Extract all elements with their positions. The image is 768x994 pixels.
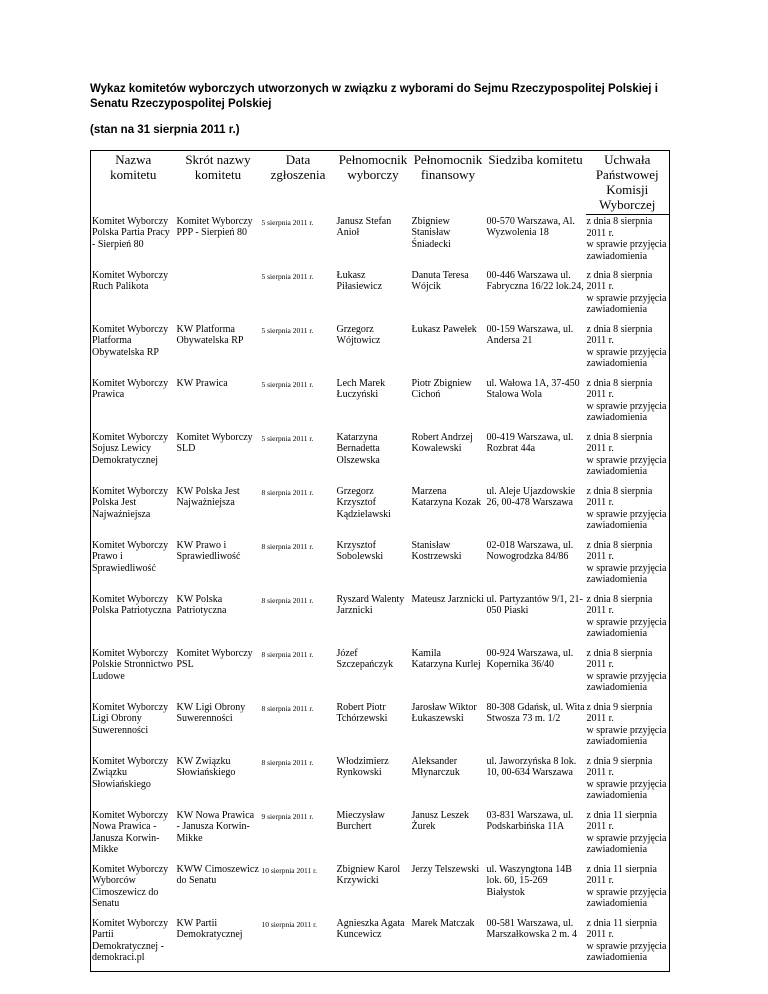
cell-pelnomocnik-finansowy: Jarosław Wiktor Łukaszewski bbox=[411, 701, 477, 724]
column-header-skrot: Skrót nazwy komitetu bbox=[176, 151, 261, 215]
cell-skrot: Komitet Wyborczy PSL bbox=[176, 647, 253, 670]
cell-skrot bbox=[176, 269, 261, 323]
cell-pelnomocnik-wyborczy: Agnieszka Agata Kuncewicz bbox=[336, 917, 411, 972]
cell-pelnomocnik-finansowy: Robert Andrzej Kowalewski bbox=[411, 431, 473, 454]
table-header-row bbox=[91, 151, 670, 215]
table-row bbox=[91, 809, 670, 863]
cell-uchwala: z dnia 11 sierpnia 2011 r. w sprawie przyjęcia zawiadomienia bbox=[586, 917, 670, 972]
cell-pelnomocnik-wyborczy: Józef Szczepańczyk bbox=[336, 647, 394, 670]
table-row bbox=[91, 647, 670, 701]
cell-uchwala: z dnia 11 sierpnia 2011 r. w sprawie przyjęcia zawiadomienia bbox=[586, 809, 670, 863]
cell-nazwa: Komitet Wyborczy Polska Jest Najważniejsza bbox=[91, 485, 176, 539]
column-header-pelnomocnik-wyborczy: Pełnomocnik wyborczy bbox=[336, 151, 411, 215]
cell-pelnomocnik-finansowy: Kamila Katarzyna Kurlej bbox=[411, 647, 481, 670]
cell-pelnomocnik-finansowy: Aleksander Młynarczuk bbox=[411, 755, 460, 778]
table-row bbox=[91, 701, 670, 755]
cell-nazwa: Komitet Wyborczy Związku Słowiańskiego bbox=[91, 755, 176, 809]
cell-data-zgloszenia: 10 sierpnia 2011 r. bbox=[261, 865, 318, 875]
cell-pelnomocnik-wyborczy: Zbigniew Karol Krzywicki bbox=[336, 863, 401, 886]
cell-data-zgloszenia: 5 sierpnia 2011 r. bbox=[261, 271, 314, 281]
cell-skrot: KW Nowa Prawica - Janusza Korwin-Mikke bbox=[176, 809, 255, 844]
cell-data-zgloszenia: 8 sierpnia 2011 r. bbox=[261, 703, 314, 713]
cell-data-zgloszenia: 9 sierpnia 2011 r. bbox=[261, 811, 314, 821]
cell-nazwa: Komitet Wyborczy Polska Patriotyczna bbox=[91, 593, 176, 647]
cell-pelnomocnik-finansowy: Mateusz Jarznicki bbox=[411, 593, 484, 605]
cell-siedziba: 02-018 Warszawa, ul. Nowogrodzka 84/86 bbox=[486, 539, 574, 562]
cell-pelnomocnik-wyborczy: Janusz Stefan Anioł bbox=[336, 215, 392, 238]
cell-siedziba: ul. Wałowa 1A, 37-450 Stalowa Wola bbox=[486, 377, 580, 400]
cell-pelnomocnik-wyborczy: Łukasz Piłasiewicz bbox=[336, 269, 383, 292]
cell-data-zgloszenia: 8 sierpnia 2011 r. bbox=[261, 487, 314, 497]
cell-skrot: KW Partii Demokratycznej bbox=[176, 917, 261, 972]
cell-pelnomocnik-finansowy: Danuta Teresa Wójcik bbox=[411, 269, 469, 292]
document-title: Wykaz komitetów wyborczych utworzonych w związku z wyborami do Sejmu Rzeczypospolitej Polskiej i Senatu Rzeczypospolitej Polskiej bbox=[90, 83, 658, 110]
cell-uchwala: z dnia 8 sierpnia 2011 r. w sprawie przyjęcia zawiadomienia bbox=[586, 647, 670, 701]
cell-data-zgloszenia: 8 sierpnia 2011 r. bbox=[261, 757, 314, 767]
cell-uchwala: z dnia 8 sierpnia 2011 r. w sprawie przyjęcia zawiadomienia bbox=[586, 485, 670, 539]
table-row bbox=[91, 377, 670, 431]
committees-table bbox=[90, 150, 670, 972]
cell-nazwa: Komitet Wyborczy Sojusz Lewicy Demokratycznej bbox=[91, 431, 176, 485]
cell-siedziba: ul. Aleje Ujazdowskie 26, 00-478 Warszawa bbox=[486, 485, 576, 508]
cell-pelnomocnik-wyborczy: Grzegorz Krzysztof Kądzielawski bbox=[336, 485, 391, 520]
cell-data-zgloszenia: 8 sierpnia 2011 r. bbox=[261, 541, 314, 551]
cell-pelnomocnik-wyborczy: Robert Piotr Tchórzewski bbox=[336, 701, 388, 724]
cell-siedziba: 03-831 Warszawa, ul. Podskarbińska 11A bbox=[486, 809, 574, 832]
cell-uchwala: z dnia 8 sierpnia 2011 r. w sprawie przyjęcia zawiadomienia bbox=[586, 431, 670, 485]
table-row bbox=[91, 593, 670, 647]
cell-pelnomocnik-finansowy: Jerzy Telszewski bbox=[411, 863, 480, 875]
cell-siedziba: ul. Partyzantów 9/1, 21-050 Piaski bbox=[486, 593, 583, 616]
cell-uchwala: z dnia 8 sierpnia 2011 r. w sprawie przyjęcia zawiadomienia bbox=[586, 215, 670, 269]
cell-nazwa: Komitet Wyborczy Ligi Obrony Suwerenności bbox=[91, 701, 176, 755]
cell-nazwa: Komitet Wyborczy Ruch Palikota bbox=[91, 269, 176, 323]
cell-siedziba: 00-159 Warszawa, ul. Andersa 21 bbox=[486, 323, 574, 346]
cell-pelnomocnik-finansowy: Marzena Katarzyna Kozak bbox=[411, 485, 482, 508]
cell-skrot: KW Ligi Obrony Suwerenności bbox=[176, 701, 246, 724]
cell-data-zgloszenia: 8 sierpnia 2011 r. bbox=[261, 649, 314, 659]
cell-data-zgloszenia: 10 sierpnia 2011 r. bbox=[261, 917, 336, 972]
cell-uchwala: z dnia 9 sierpnia 2011 r. w sprawie przyjęcia zawiadomienia bbox=[586, 701, 670, 755]
cell-pelnomocnik-wyborczy: Mieczysław Burchert bbox=[336, 809, 385, 832]
cell-skrot: KWW Cimoszewicz do Senatu bbox=[176, 863, 259, 886]
column-header-data: Data zgłoszenia bbox=[261, 151, 336, 215]
cell-uchwala: z dnia 8 sierpnia 2011 r. w sprawie przyjęcia zawiadomienia bbox=[586, 323, 670, 377]
table-row bbox=[91, 269, 670, 323]
cell-siedziba: ul. Jaworzyńska 8 lok. 10, 00-634 Warszawa bbox=[486, 755, 577, 778]
cell-siedziba: 00-924 Warszawa, ul. Kopernika 36/40 bbox=[486, 647, 574, 670]
cell-skrot: KW Polska Jest Najważniejsza bbox=[176, 485, 240, 508]
cell-uchwala: z dnia 11 sierpnia 2011 r. w sprawie przyjęcia zawiadomienia bbox=[586, 863, 670, 917]
table-row bbox=[91, 323, 670, 377]
cell-pelnomocnik-wyborczy: Krzysztof Sobolewski bbox=[336, 539, 384, 562]
table-row bbox=[91, 863, 670, 917]
cell-skrot: KW Prawica bbox=[176, 377, 228, 389]
cell-pelnomocnik-wyborczy: Włodzimierz Rynkowski bbox=[336, 755, 389, 778]
cell-pelnomocnik-finansowy: Zbigniew Stanisław Śniadecki bbox=[411, 215, 451, 250]
cell-skrot: KW Polska Patriotyczna bbox=[176, 593, 227, 616]
table-row bbox=[91, 755, 670, 809]
cell-nazwa: Komitet Wyborczy Partii Demokratycznej - demokraci.pl bbox=[91, 917, 176, 972]
cell-nazwa: Komitet Wyborczy Prawica bbox=[91, 377, 176, 431]
cell-pelnomocnik-finansowy: Marek Matczak bbox=[411, 917, 486, 972]
cell-pelnomocnik-wyborczy: Katarzyna Bernadetta Olszewska bbox=[336, 431, 380, 466]
table-row bbox=[91, 431, 670, 485]
cell-pelnomocnik-finansowy: Janusz Leszek Żurek bbox=[411, 809, 469, 832]
cell-nazwa: Komitet Wyborczy Prawo i Sprawiedliwość bbox=[91, 539, 176, 593]
cell-nazwa: Komitet Wyborczy Wyborców Cimoszewicz do Senatu bbox=[91, 863, 176, 917]
cell-data-zgloszenia: 5 sierpnia 2011 r. bbox=[261, 217, 314, 227]
cell-data-zgloszenia: 5 sierpnia 2011 r. bbox=[261, 379, 314, 389]
cell-nazwa: Komitet Wyborczy Polska Partia Pracy - Sierpień 80 bbox=[91, 215, 176, 269]
cell-pelnomocnik-wyborczy: Lech Marek Łuczyński bbox=[336, 377, 386, 400]
column-header-pelnomocnik-finansowy: Pełnomocnik finansowy bbox=[411, 151, 486, 215]
cell-data-zgloszenia: 5 sierpnia 2011 r. bbox=[261, 325, 314, 335]
table-row bbox=[91, 539, 670, 593]
cell-pelnomocnik-finansowy: Piotr Zbigniew Cichoń bbox=[411, 377, 472, 400]
table-row bbox=[91, 485, 670, 539]
cell-data-zgloszenia: 8 sierpnia 2011 r. bbox=[261, 595, 314, 605]
cell-uchwala: z dnia 8 sierpnia 2011 r. w sprawie przyjęcia zawiadomienia bbox=[586, 593, 670, 647]
cell-pelnomocnik-finansowy: Stanisław Kostrzewski bbox=[411, 539, 462, 562]
table-row bbox=[91, 215, 670, 269]
cell-nazwa: Komitet Wyborczy Platforma Obywatelska RP bbox=[91, 323, 176, 377]
cell-skrot: KW Związku Słowiańskiego bbox=[176, 755, 236, 778]
cell-skrot: Komitet Wyborczy SLD bbox=[176, 431, 253, 454]
cell-pelnomocnik-wyborczy: Ryszard Walenty Jarznicki bbox=[336, 593, 405, 616]
cell-data-zgloszenia: 5 sierpnia 2011 r. bbox=[261, 433, 314, 443]
cell-pelnomocnik-wyborczy: Grzegorz Wójtowicz bbox=[336, 323, 381, 346]
cell-siedziba: 00-581 Warszawa, ul. Marszałkowska 2 m. 4 bbox=[486, 917, 586, 972]
status-date: (stan na 31 sierpnia 2011 r.) bbox=[90, 124, 240, 136]
cell-uchwala: z dnia 8 sierpnia 2011 r. w sprawie przyjęcia zawiadomienia bbox=[586, 539, 670, 593]
column-header-nazwa: Nazwa komitetu bbox=[91, 151, 176, 215]
cell-nazwa: Komitet Wyborczy Nowa Prawica - Janusza Korwin-Mikke bbox=[91, 809, 176, 863]
cell-pelnomocnik-finansowy: Łukasz Pawełek bbox=[411, 323, 477, 335]
cell-uchwala: z dnia 8 sierpnia 2011 r. w sprawie przyjęcia zawiadomienia bbox=[586, 269, 670, 323]
cell-siedziba: 80-308 Gdańsk, ul. Wita Stwosza 73 m. 1/2 bbox=[486, 701, 585, 724]
cell-skrot: KW Prawo i Sprawiedliwość bbox=[176, 539, 241, 562]
cell-skrot: KW Platforma Obywatelska RP bbox=[176, 323, 244, 346]
cell-siedziba: 00-419 Warszawa, ul. Rozbrat 44a bbox=[486, 431, 574, 454]
cell-uchwala: z dnia 9 sierpnia 2011 r. w sprawie przyjęcia zawiadomienia bbox=[586, 755, 670, 809]
table-row bbox=[91, 917, 670, 972]
cell-siedziba: 00-446 Warszawa ul. Fabryczna 16/22 lok.24, bbox=[486, 269, 584, 292]
cell-skrot: Komitet Wyborczy PPP - Sierpień 80 bbox=[176, 215, 253, 238]
cell-siedziba: ul. Waszyngtona 14B lok. 60, 15-269 Białystok bbox=[486, 863, 572, 898]
column-header-siedziba: Siedziba komitetu bbox=[486, 151, 586, 215]
cell-siedziba: 00-570 Warszawa, Al. Wyzwolenia 18 bbox=[486, 215, 575, 238]
column-header-uchwala: Uchwała Państwowej Komisji Wyborczej bbox=[586, 151, 670, 215]
cell-nazwa: Komitet Wyborczy Polskie Stronnictwo Ludowe bbox=[91, 647, 176, 701]
cell-uchwala: z dnia 8 sierpnia 2011 r. w sprawie przyjęcia zawiadomienia bbox=[586, 377, 670, 431]
